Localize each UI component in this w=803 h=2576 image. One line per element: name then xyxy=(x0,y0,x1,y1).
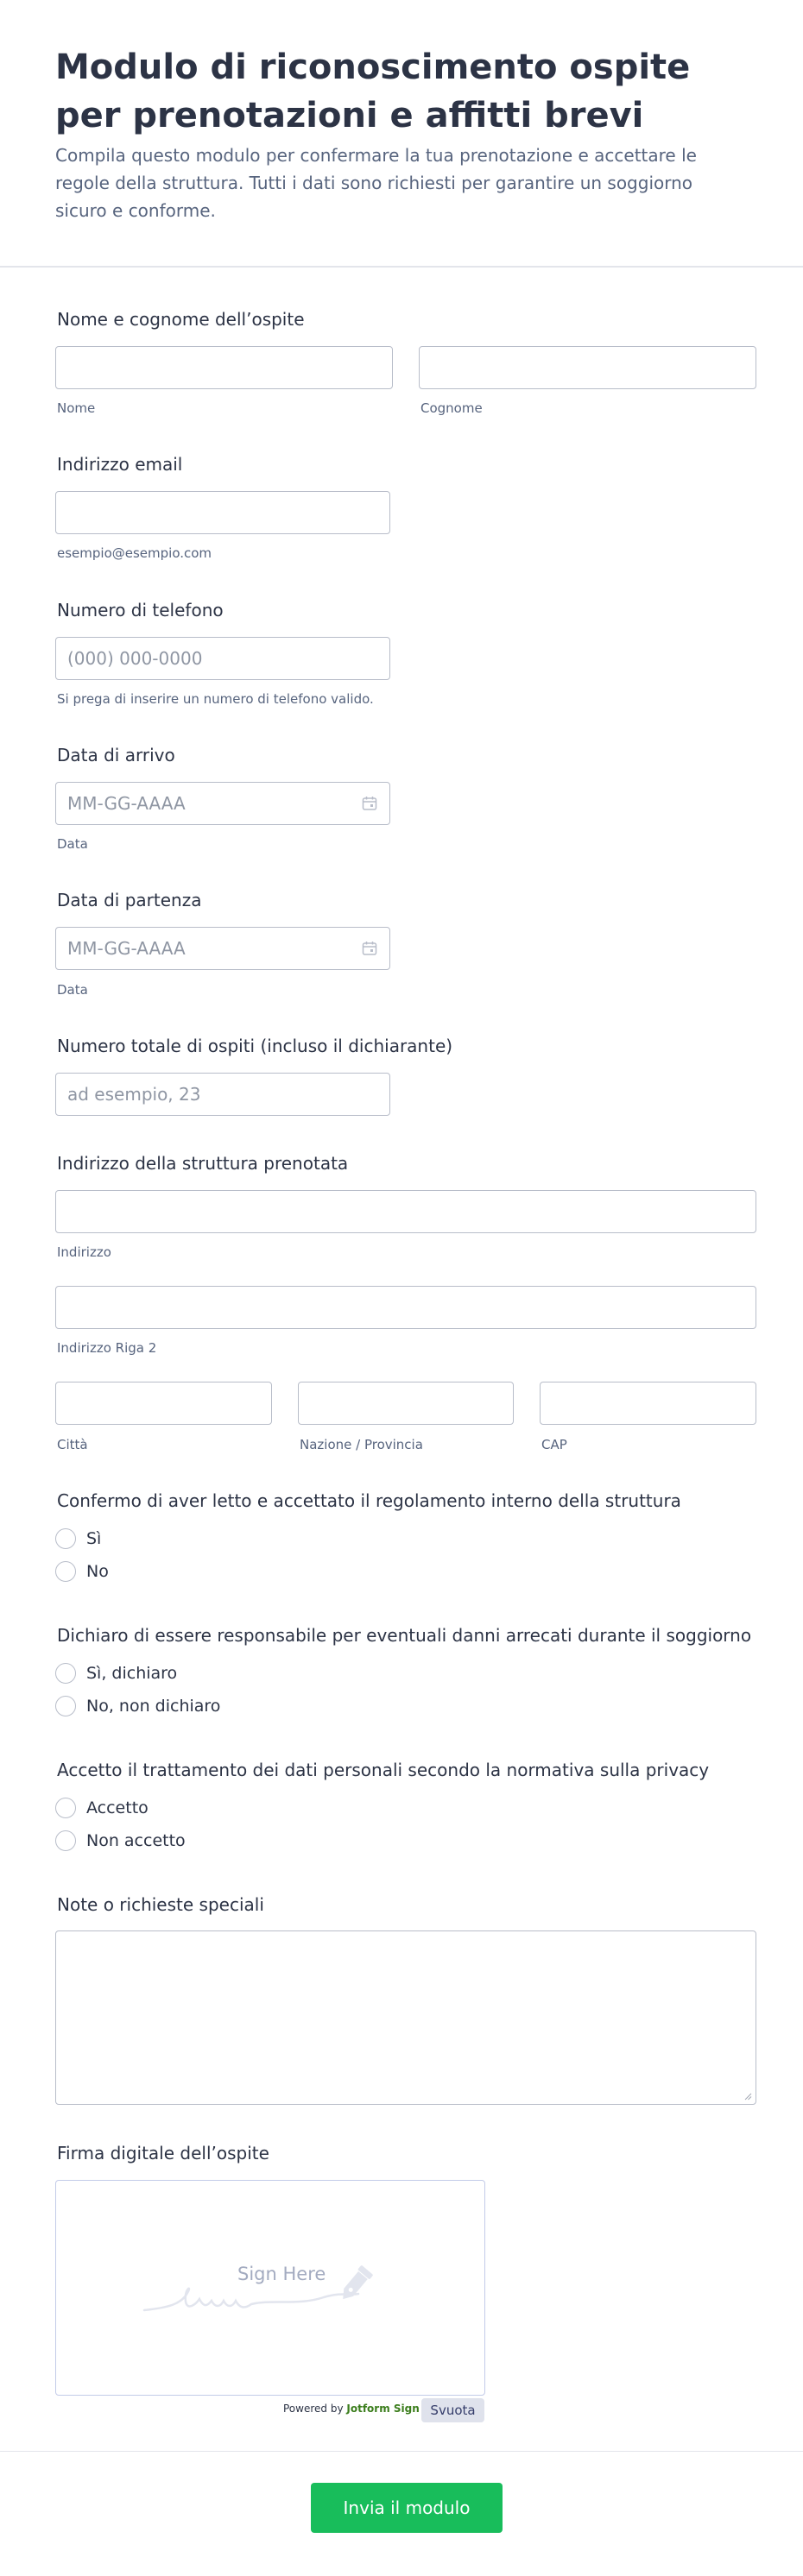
state-sublabel: Nazione / Provincia xyxy=(300,1437,423,1452)
footer-divider xyxy=(0,2451,803,2452)
departure-placeholder: MM-GG-AAAA xyxy=(67,938,186,959)
form-title: Modulo di riconoscimento ospite per prenotazioni e affitti brevi xyxy=(55,47,691,135)
guests-label: Numero totale di ospiti (incluso il dichiarante) xyxy=(57,1036,453,1056)
arrival-sublabel: Data xyxy=(57,836,88,852)
address-line1-sublabel: Indirizzo xyxy=(57,1244,111,1260)
radio-button[interactable] xyxy=(55,1663,76,1684)
radio-button[interactable] xyxy=(55,1798,76,1818)
rules-label: Confermo di aver letto e accettato il regolamento interno della struttura xyxy=(57,1490,681,1511)
phone-sublabel: Si prega di inserire un numero di telefono valido. xyxy=(57,691,374,707)
email-sublabel: esempio@esempio.com xyxy=(57,545,212,561)
signature-pad[interactable] xyxy=(55,2180,485,2396)
radio-button[interactable] xyxy=(55,1528,76,1549)
privacy-label: Accetto il trattamento dei dati personali secondo la normativa sulla privacy xyxy=(57,1760,710,1780)
privacy-option-decline[interactable] xyxy=(55,1828,186,1854)
zip-input[interactable] xyxy=(540,1382,756,1425)
phone-placeholder: (000) 000-0000 xyxy=(67,648,203,669)
signature-placeholder: Sign Here xyxy=(237,2264,326,2284)
last-name-sublabel: Cognome xyxy=(420,400,483,416)
damages-option-no-label: No, non dichiaro xyxy=(86,1697,221,1716)
address-line1-input[interactable] xyxy=(55,1190,756,1233)
damages-label: Dichiaro di essere responsabile per eventuali danni arrecati durante il soggiorno xyxy=(57,1625,752,1646)
state-input[interactable] xyxy=(298,1382,514,1425)
resize-handle-icon[interactable] xyxy=(743,2092,752,2100)
guests-input[interactable] xyxy=(55,1073,390,1116)
city-input[interactable] xyxy=(55,1382,272,1425)
radio-button[interactable] xyxy=(55,1830,76,1851)
form-description: Compila questo modulo per confermare la tua prenotazione e accettare le regole della struttura. Tutti i dati sono richiesti per garantire un soggiorno sicuro e conforme. xyxy=(55,145,697,221)
powered-by xyxy=(283,2403,420,2415)
signature-label: Firma digitale dell’ospite xyxy=(57,2143,269,2163)
first-name-input[interactable] xyxy=(55,346,393,389)
phone-label: Numero di telefono xyxy=(57,600,224,620)
email-label: Indirizzo email xyxy=(57,454,183,475)
city-sublabel: Città xyxy=(57,1437,88,1452)
last-name-input[interactable] xyxy=(419,346,756,389)
arrival-label: Data di arrivo xyxy=(57,745,175,765)
email-input[interactable] xyxy=(55,491,390,534)
radio-button[interactable] xyxy=(55,1696,76,1716)
notes-textarea[interactable] xyxy=(55,1930,756,2105)
damages-option-yes[interactable] xyxy=(55,1660,177,1686)
calendar-icon[interactable] xyxy=(362,796,377,811)
address-line2-input[interactable] xyxy=(55,1286,756,1329)
address-label: Indirizzo della struttura prenotata xyxy=(57,1153,349,1174)
phone-input[interactable] xyxy=(55,637,390,680)
clear-signature-button[interactable]: Svuota xyxy=(421,2398,484,2422)
departure-sublabel: Data xyxy=(57,982,88,998)
damages-option-yes-label: Sì, dichiaro xyxy=(86,1664,178,1683)
privacy-option-accept-label: Accetto xyxy=(86,1798,149,1817)
damages-option-no[interactable] xyxy=(55,1693,220,1719)
name-label: Nome e cognome dell’ospite xyxy=(57,309,305,330)
notes-label: Note o richieste speciali xyxy=(57,1894,264,1915)
calendar-icon[interactable] xyxy=(362,941,377,956)
arrival-placeholder: MM-GG-AAAA xyxy=(67,793,186,814)
submit-button[interactable]: Invia il modulo xyxy=(311,2483,503,2533)
rules-option-yes[interactable] xyxy=(55,1526,101,1552)
rules-option-yes-label: Sì xyxy=(86,1529,102,1548)
arrival-date-input[interactable] xyxy=(55,782,390,825)
address-line2-sublabel: Indirizzo Riga 2 xyxy=(57,1340,157,1356)
radio-button[interactable] xyxy=(55,1561,76,1582)
departure-date-input[interactable] xyxy=(55,927,390,970)
first-name-sublabel: Nome xyxy=(57,400,96,416)
privacy-option-decline-label: Non accetto xyxy=(86,1831,186,1850)
rules-option-no[interactable] xyxy=(55,1559,109,1584)
privacy-option-accept[interactable] xyxy=(55,1795,149,1821)
guests-placeholder: ad esempio, 23 xyxy=(67,1084,201,1105)
powered-by-prefix: Powered by xyxy=(283,2403,344,2415)
zip-sublabel: CAP xyxy=(541,1437,567,1452)
departure-label: Data di partenza xyxy=(57,890,202,910)
jotform-sign-brand[interactable]: Jotform Sign xyxy=(346,2403,420,2415)
header-divider xyxy=(0,266,803,268)
form-header xyxy=(0,0,803,266)
rules-option-no-label: No xyxy=(86,1562,109,1581)
